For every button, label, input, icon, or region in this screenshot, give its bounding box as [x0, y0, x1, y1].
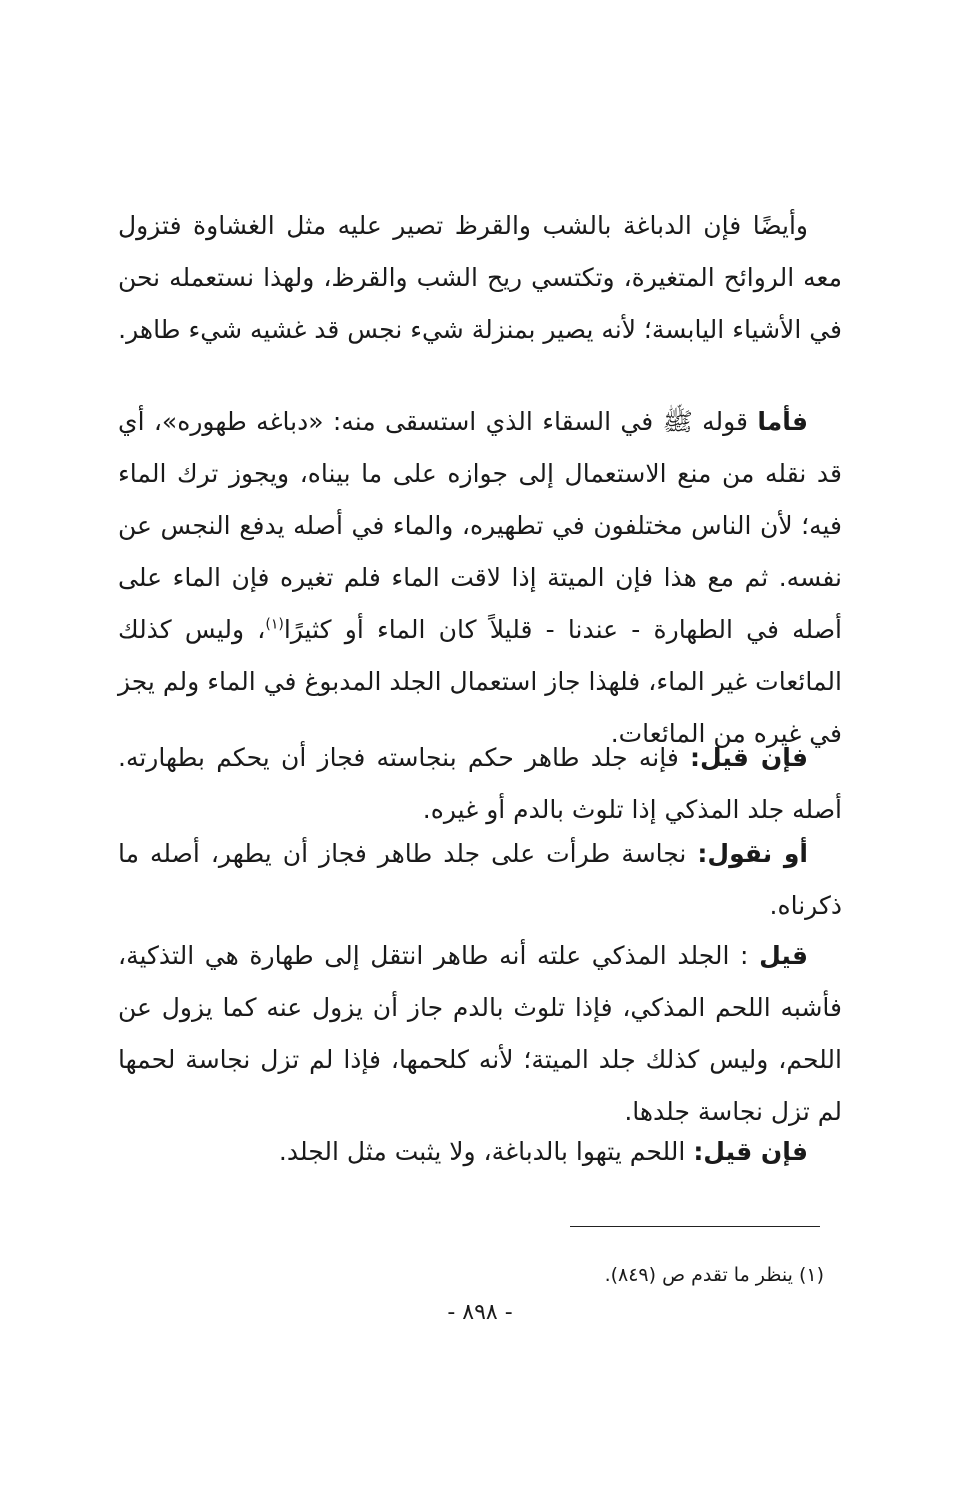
paragraph-6 [118, 1126, 842, 1178]
body-text-3 [118, 732, 842, 836]
body-text [118, 200, 842, 356]
paragraph-5-lead: قيل [759, 941, 808, 970]
paragraph-2-lead: فأما [757, 407, 808, 436]
body-text-2 [118, 396, 842, 760]
paragraph-4-text: نجاسة طرأت على جلد طاهر فجاز أن يطهر، أصله ما ذكرناه. [118, 839, 842, 920]
paragraph-4-lead: أو نقول: [697, 839, 808, 868]
paragraph-2-text: قوله ﷺ في السقاء الذي استسقى منه: «دباغه طهوره»، أي قد نقله من منع الاستعمال إلى جوازه على ما بيناه، ويجوز ترك الماء فيه؛ لأن الناس مختلفون في تطهيره، والماء في أصله يدفع النجس عن نفسه. ثم مع هذا فإن الميتة إذا لاقت الماء فلم تغيره فإن الماء على أصله في الطهارة - عندنا - قليلاً كان الماء أو كثيرًا [118, 407, 842, 644]
paragraph-2 [118, 396, 842, 760]
footnote-text: ينظر ما تقدم ص (٨٤٩). [604, 1264, 793, 1286]
paragraph-3-text: فإنه جلد طاهر حكم بنجاسته فجاز أن يحكم بطهارته. أصله جلد المذكي إذا تلوث بالدم أو غيره. [118, 743, 842, 824]
body-text-5 [118, 930, 842, 1138]
paragraph-1-text: وأيضًا فإن الدباغة بالشب والقرظ تصير عليه مثل الغشاوة فتزول معه الروائح المتغيرة، وتكتسي ريح الشب والقرظ، ولهذا نستعمله نحن في الأشياء اليابسة؛ لأنه يصير بمنزلة شيء نجس قد غشيه شيء طاهر. [118, 211, 842, 344]
paragraph-5-text: : الجلد المذكي علته أنه طاهر انتقل إلى طهارة هي التذكية، فأشبه اللحم المذكي، فإذا تلوث بالدم جاز أن يزول عنه كما يزول عن اللحم، وليس كذلك جلد الميتة؛ لأنه كلحمها، فإذا لم تزل نجاسة لحمها لم تزل نجاسة جلدها. [118, 941, 842, 1126]
footnote [118, 1262, 824, 1288]
paragraph-1 [118, 200, 842, 356]
paragraph-6-lead: فإن قيل: [693, 1137, 808, 1166]
body-text-4 [118, 828, 842, 932]
paragraph-5 [118, 930, 842, 1138]
footnote-reference: (١) [265, 616, 284, 633]
paragraph-3-lead: فإن قيل: [690, 743, 808, 772]
paragraph-3 [118, 732, 842, 836]
paragraph-4 [118, 828, 842, 932]
paragraph-6-text: اللحم يتهوا بالدباغة، ولا يثبت مثل الجلد. [278, 1137, 694, 1166]
footnote-marker: (١) [798, 1264, 824, 1286]
page-number: - ٨٩٨ - [447, 1300, 513, 1325]
footnote-divider [570, 1226, 820, 1227]
body-text-6 [118, 1126, 842, 1178]
paragraph-2-text-after: ، وليس كذلك المائعات غير الماء، فلهذا جاز استعمال الجلد المدبوغ في الماء ولم يجز في غيره من المائعات. [118, 615, 842, 748]
